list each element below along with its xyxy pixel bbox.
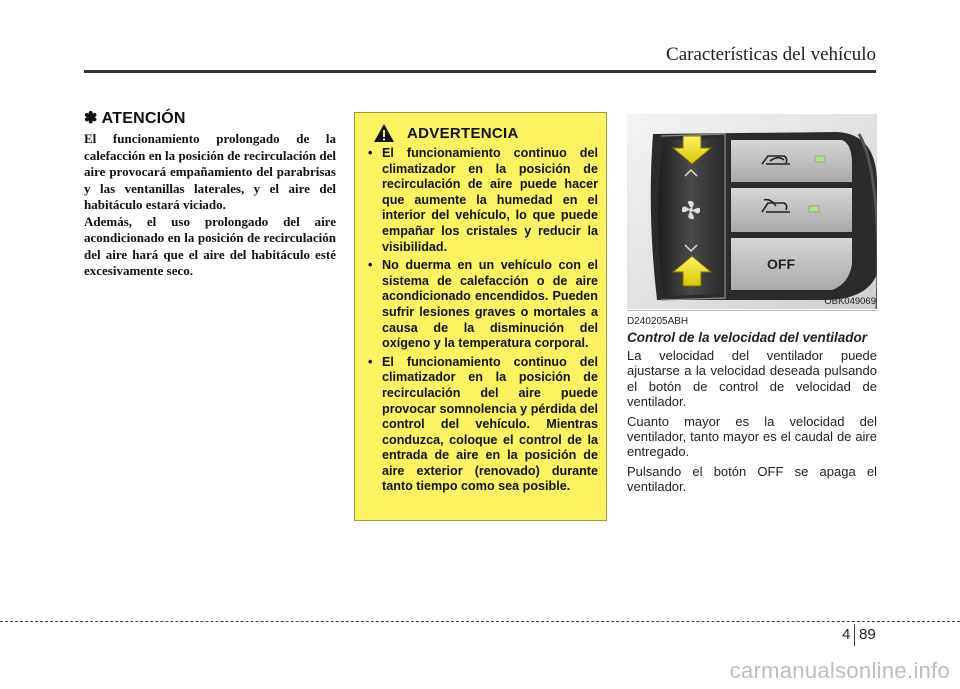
section-title: Control de la velocidad del ventilador — [627, 330, 868, 345]
caution-heading — [84, 108, 336, 128]
warning-triangle-icon — [373, 123, 395, 143]
figure-rule — [627, 310, 877, 311]
warning-box — [354, 112, 607, 521]
section-paragraph-3: Pulsando el botón OFF se apaga el ventilador. — [627, 463, 877, 495]
fan-control-panel-illustration — [627, 114, 877, 309]
section-paragraph-2: Cuanto mayor es la velocidad del ventilador, tanto mayor es el caudal de aire entregado. — [627, 413, 877, 460]
caution-paragraph-1: El funcionamiento prolongado de la calefacción en la posición de recirculación del aire provocará empañamiento del parabrisas y las ventanillas laterales, y el aire del habitáculo estará viciado. — [84, 131, 336, 212]
footer-rule — [0, 621, 960, 622]
caution-title: ATENCIÓN — [101, 110, 186, 127]
warning-item: • No duerma en un vehículo con el sistema de calefacción o de aire acondicionado encendidos. Pueden sufrir lesiones graves o mortales a causa de la disminución del oxígeno y la temperatura corporal. — [365, 258, 598, 352]
warning-title: ADVERTENCIA — [407, 124, 519, 142]
fan-speed-section — [627, 316, 877, 499]
figure-code: OBK049069 — [824, 296, 876, 307]
caution-block — [84, 108, 336, 280]
page-number-divider — [854, 624, 855, 646]
header-rule — [84, 70, 876, 73]
fan-control-figure — [627, 114, 877, 309]
warning-header — [365, 123, 598, 143]
off-button-label: OFF — [767, 256, 795, 272]
chapter-number: 4 — [842, 626, 851, 643]
watermark-text: carmanualsonline.info — [729, 658, 950, 683]
warning-item: • El funcionamiento continuo del climatizador en la posición de recirculación del aire puede provocar somnolencia y pérdida del control del vehículo. Mientras conduzca, coloque el control de la entrada de aire en la posición de aire exterior (renovado) durante tanto tiempo como sea posible. — [365, 355, 598, 495]
warning-item: • El funcionamiento continuo del climatizador en la posición de recirculación de aire puede hacer que aumente la humedad en el interior del vehículo, lo que puede empañar los cristales y reducir la visibilidad. — [365, 146, 598, 255]
running-header-title: Características del vehículo — [666, 44, 876, 65]
section-code: D240205ABH — [627, 316, 689, 327]
caution-symbol-icon: ✽ — [84, 110, 98, 127]
section-paragraph-1: La velocidad del ventilador puede ajustarse a la velocidad deseada pulsando el botón de control de velocidad de ventilador. — [627, 348, 877, 410]
caution-paragraph-2: Además, el uso prolongado del aire acondicionado en la posición de recirculación del aire hará que el aire del habitáculo esté excesivamente seco. — [84, 213, 336, 278]
warning-list — [365, 146, 598, 495]
page-number: 89 — [859, 626, 876, 643]
